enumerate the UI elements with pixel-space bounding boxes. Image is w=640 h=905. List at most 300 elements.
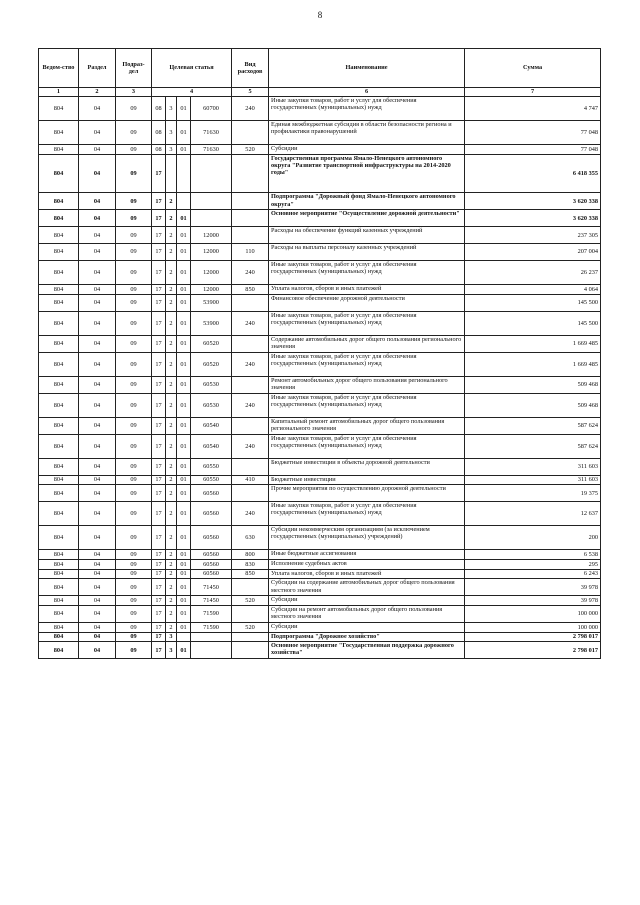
cell-target-direction: 60550 [191, 475, 232, 485]
cell-target-program: 17 [152, 352, 166, 376]
cell-target-direction: 71630 [191, 145, 232, 155]
cell-target-program: 17 [152, 622, 166, 632]
cell-target-direction: 71590 [191, 605, 232, 622]
table-row [39, 569, 601, 579]
cell-target-activity: 01 [177, 458, 191, 475]
cell-target-subprogram: 2 [166, 210, 177, 227]
table-row [39, 622, 601, 632]
cell-target-subprogram: 3 [166, 145, 177, 155]
cell-target-direction: 71450 [191, 579, 232, 596]
cell-target-subprogram: 2 [166, 502, 177, 526]
cell-target-program: 17 [152, 434, 166, 458]
column-number: 6 [269, 88, 465, 97]
cell-name: Уплата налогов, сборов и иных платежей [269, 285, 465, 295]
cell-target-direction: 71450 [191, 596, 232, 606]
cell-target-activity: 01 [177, 260, 191, 284]
cell-sum: 3 620 338 [465, 193, 601, 210]
cell-name: Основное мероприятие "Осуществление дорожной деятельности" [269, 210, 465, 227]
cell-target-program: 17 [152, 193, 166, 210]
cell-name: Субсидии [269, 596, 465, 606]
cell-target-activity: 01 [177, 145, 191, 155]
cell-target-program: 17 [152, 311, 166, 335]
column-number: 4 [152, 88, 232, 97]
cell-target-program: 17 [152, 560, 166, 570]
cell-expense-type [232, 417, 269, 434]
cell-target-program: 17 [152, 260, 166, 284]
cell-subsection: 09 [116, 285, 152, 295]
cell-sum: 77 048 [465, 145, 601, 155]
cell-subsection: 09 [116, 642, 152, 659]
cell-department: 804 [39, 458, 79, 475]
cell-target-subprogram: 2 [166, 605, 177, 622]
cell-sum: 145 500 [465, 294, 601, 311]
cell-section: 04 [79, 632, 116, 642]
cell-department: 804 [39, 154, 79, 193]
cell-expense-type: 240 [232, 502, 269, 526]
cell-subsection: 09 [116, 417, 152, 434]
column-number: 7 [465, 88, 601, 97]
cell-target-activity: 01 [177, 560, 191, 570]
cell-subsection: 09 [116, 458, 152, 475]
cell-target-program: 17 [152, 502, 166, 526]
cell-sum: 6 418 355 [465, 154, 601, 193]
cell-sum: 237 305 [465, 227, 601, 244]
cell-name: Подпрограмма "Дорожный фонд Ямало-Ненецкого автономного округа" [269, 193, 465, 210]
cell-target-program: 17 [152, 642, 166, 659]
cell-target-program: 17 [152, 244, 166, 261]
cell-section: 04 [79, 458, 116, 475]
cell-subsection: 09 [116, 569, 152, 579]
cell-expense-type [232, 335, 269, 352]
cell-target-subprogram: 2 [166, 376, 177, 393]
cell-name: Исполнение судебных актов [269, 560, 465, 570]
table-row [39, 352, 601, 376]
table-row [39, 642, 601, 659]
cell-name: Иные закупки товаров, работ и услуг для обеспечения государственных (муниципальных) нужд [269, 502, 465, 526]
page-number: 8 [317, 10, 323, 20]
cell-target-subprogram: 2 [166, 227, 177, 244]
table-row [39, 632, 601, 642]
cell-name: Уплата налогов, сборов и иных платежей [269, 569, 465, 579]
cell-section: 04 [79, 622, 116, 632]
cell-expense-type [232, 579, 269, 596]
cell-expense-type [232, 227, 269, 244]
cell-subsection: 09 [116, 502, 152, 526]
cell-target-program: 17 [152, 393, 166, 417]
cell-expense-type [232, 485, 269, 502]
cell-target-activity: 01 [177, 596, 191, 606]
cell-target-subprogram [166, 154, 177, 193]
column-number: 2 [79, 88, 116, 97]
cell-expense-type [232, 121, 269, 145]
table-row [39, 434, 601, 458]
cell-target-direction: 60560 [191, 550, 232, 560]
table-row [39, 502, 601, 526]
cell-expense-type: 800 [232, 550, 269, 560]
column-number: 5 [232, 88, 269, 97]
cell-department: 804 [39, 502, 79, 526]
cell-department: 804 [39, 244, 79, 261]
cell-expense-type: 240 [232, 260, 269, 284]
table-row [39, 596, 601, 606]
cell-target-program: 17 [152, 458, 166, 475]
cell-department: 804 [39, 569, 79, 579]
cell-section: 04 [79, 244, 116, 261]
cell-sum: 4 747 [465, 97, 601, 121]
cell-expense-type: 410 [232, 475, 269, 485]
cell-target-program: 17 [152, 550, 166, 560]
cell-sum: 26 237 [465, 260, 601, 284]
cell-name: Иные закупки товаров, работ и услуг для обеспечения государственных (муниципальных) нужд [269, 97, 465, 121]
cell-target-activity: 01 [177, 210, 191, 227]
cell-subsection: 09 [116, 596, 152, 606]
cell-department: 804 [39, 434, 79, 458]
cell-sum: 39 978 [465, 596, 601, 606]
cell-section: 04 [79, 560, 116, 570]
cell-target-subprogram: 2 [166, 434, 177, 458]
cell-subsection: 09 [116, 376, 152, 393]
cell-sum: 6 243 [465, 569, 601, 579]
cell-target-program: 17 [152, 417, 166, 434]
cell-target-direction: 12000 [191, 285, 232, 295]
cell-section: 04 [79, 434, 116, 458]
cell-name: Государственная программа Ямало-Ненецкого автономного округа "Развитие транспортной инфраструктуры на 2014-2020 годы" [269, 154, 465, 193]
cell-expense-type [232, 605, 269, 622]
cell-subsection: 09 [116, 244, 152, 261]
cell-department: 804 [39, 622, 79, 632]
cell-expense-type [232, 376, 269, 393]
cell-section: 04 [79, 121, 116, 145]
cell-target-direction [191, 210, 232, 227]
cell-sum: 1 669 485 [465, 335, 601, 352]
cell-target-subprogram: 3 [166, 632, 177, 642]
cell-subsection: 09 [116, 526, 152, 550]
cell-name: Субсидии некоммерческим организациям (за исключением государственных (муниципальных) учреждений) [269, 526, 465, 550]
cell-department: 804 [39, 210, 79, 227]
cell-target-program: 17 [152, 210, 166, 227]
cell-target-subprogram: 2 [166, 526, 177, 550]
cell-target-subprogram: 2 [166, 193, 177, 210]
cell-target-activity: 01 [177, 526, 191, 550]
cell-expense-type: 520 [232, 622, 269, 632]
cell-target-direction: 60530 [191, 376, 232, 393]
cell-sum: 145 500 [465, 311, 601, 335]
cell-target-subprogram: 2 [166, 550, 177, 560]
cell-target-activity: 01 [177, 434, 191, 458]
cell-target-subprogram: 2 [166, 475, 177, 485]
table-body [39, 97, 601, 659]
cell-target-program: 17 [152, 294, 166, 311]
cell-sum: 509 468 [465, 376, 601, 393]
cell-target-program: 17 [152, 285, 166, 295]
cell-name: Иные закупки товаров, работ и услуг для обеспечения государственных (муниципальных) нужд [269, 393, 465, 417]
table-row [39, 210, 601, 227]
cell-department: 804 [39, 335, 79, 352]
cell-sum: 19 375 [465, 485, 601, 502]
cell-subsection: 09 [116, 632, 152, 642]
cell-target-direction: 12000 [191, 260, 232, 284]
cell-subsection: 09 [116, 579, 152, 596]
table-row [39, 458, 601, 475]
cell-target-program: 17 [152, 485, 166, 502]
header-ved: Ведом-ство [39, 49, 79, 88]
cell-department: 804 [39, 311, 79, 335]
cell-target-program: 17 [152, 579, 166, 596]
cell-sum: 100 000 [465, 605, 601, 622]
cell-target-activity: 01 [177, 642, 191, 659]
cell-target-program: 17 [152, 335, 166, 352]
cell-target-program: 17 [152, 227, 166, 244]
cell-target-activity: 01 [177, 294, 191, 311]
table-row [39, 311, 601, 335]
cell-department: 804 [39, 145, 79, 155]
cell-target-direction: 53900 [191, 294, 232, 311]
cell-sum: 311 603 [465, 475, 601, 485]
cell-name: Подпрограмма "Дорожное хозяйство" [269, 632, 465, 642]
cell-target-direction: 60560 [191, 560, 232, 570]
cell-sum: 207 004 [465, 244, 601, 261]
column-number-row [39, 88, 601, 97]
cell-target-activity: 01 [177, 121, 191, 145]
cell-name: Субсидии на ремонт автомобильных дорог общего пользования местного значения [269, 605, 465, 622]
cell-target-subprogram: 2 [166, 569, 177, 579]
cell-target-program: 08 [152, 97, 166, 121]
cell-name: Финансовое обеспечение дорожной деятельности [269, 294, 465, 311]
cell-target-direction [191, 642, 232, 659]
cell-expense-type: 630 [232, 526, 269, 550]
cell-name: Бюджетные инвестиции в объекты дорожной деятельности [269, 458, 465, 475]
cell-department: 804 [39, 526, 79, 550]
cell-section: 04 [79, 417, 116, 434]
table-row [39, 485, 601, 502]
cell-section: 04 [79, 227, 116, 244]
cell-target-activity: 01 [177, 475, 191, 485]
cell-section: 04 [79, 376, 116, 393]
cell-target-direction: 71590 [191, 622, 232, 632]
cell-department: 804 [39, 560, 79, 570]
cell-expense-type: 240 [232, 393, 269, 417]
cell-department: 804 [39, 376, 79, 393]
header-podrazdel: Подраз-дел [116, 49, 152, 88]
cell-name: Бюджетные инвестиции [269, 475, 465, 485]
cell-section: 04 [79, 605, 116, 622]
cell-target-activity: 01 [177, 550, 191, 560]
cell-department: 804 [39, 632, 79, 642]
cell-target-activity: 01 [177, 311, 191, 335]
table-row [39, 154, 601, 193]
cell-target-activity: 01 [177, 244, 191, 261]
cell-subsection: 09 [116, 352, 152, 376]
cell-department: 804 [39, 596, 79, 606]
cell-target-direction: 60560 [191, 569, 232, 579]
cell-target-activity [177, 154, 191, 193]
cell-department: 804 [39, 393, 79, 417]
cell-target-program: 17 [152, 475, 166, 485]
cell-subsection: 09 [116, 475, 152, 485]
cell-name: Капитальный ремонт автомобильных дорог общего пользования регионального значения [269, 417, 465, 434]
table-row [39, 526, 601, 550]
cell-expense-type: 110 [232, 244, 269, 261]
cell-subsection: 09 [116, 193, 152, 210]
cell-expense-type: 850 [232, 285, 269, 295]
cell-subsection: 09 [116, 227, 152, 244]
cell-target-direction: 60520 [191, 335, 232, 352]
table-row [39, 260, 601, 284]
cell-subsection: 09 [116, 622, 152, 632]
cell-section: 04 [79, 596, 116, 606]
cell-target-subprogram: 2 [166, 285, 177, 295]
cell-department: 804 [39, 642, 79, 659]
cell-target-subprogram: 2 [166, 260, 177, 284]
cell-target-activity: 01 [177, 335, 191, 352]
cell-target-activity: 01 [177, 605, 191, 622]
cell-target-program: 08 [152, 145, 166, 155]
cell-subsection: 09 [116, 335, 152, 352]
cell-target-activity: 01 [177, 579, 191, 596]
cell-target-program: 17 [152, 632, 166, 642]
cell-target-program: 17 [152, 376, 166, 393]
table-row [39, 244, 601, 261]
cell-sum: 200 [465, 526, 601, 550]
cell-name: Иные закупки товаров, работ и услуг для обеспечения государственных (муниципальных) нужд [269, 352, 465, 376]
cell-section: 04 [79, 311, 116, 335]
cell-target-direction: 60540 [191, 417, 232, 434]
table-row [39, 475, 601, 485]
cell-target-direction: 60700 [191, 97, 232, 121]
cell-department: 804 [39, 605, 79, 622]
table-row [39, 550, 601, 560]
cell-target-subprogram: 2 [166, 294, 177, 311]
cell-expense-type: 240 [232, 97, 269, 121]
cell-expense-type [232, 154, 269, 193]
table-row [39, 393, 601, 417]
table-row [39, 97, 601, 121]
cell-expense-type [232, 642, 269, 659]
cell-department: 804 [39, 260, 79, 284]
cell-target-activity: 01 [177, 376, 191, 393]
cell-department: 804 [39, 294, 79, 311]
header-razdel: Раздел [79, 49, 116, 88]
cell-target-direction [191, 154, 232, 193]
cell-name: Содержание автомобильных дорог общего пользования регионального значения [269, 335, 465, 352]
cell-target-subprogram: 2 [166, 244, 177, 261]
cell-section: 04 [79, 294, 116, 311]
cell-sum: 2 798 017 [465, 642, 601, 659]
cell-name: Иные закупки товаров, работ и услуг для обеспечения государственных (муниципальных) нужд [269, 434, 465, 458]
cell-section: 04 [79, 475, 116, 485]
cell-target-subprogram: 2 [166, 352, 177, 376]
cell-target-direction: 60530 [191, 393, 232, 417]
cell-section: 04 [79, 145, 116, 155]
cell-target-subprogram: 2 [166, 560, 177, 570]
cell-target-activity: 01 [177, 352, 191, 376]
cell-expense-type [232, 632, 269, 642]
cell-subsection: 09 [116, 145, 152, 155]
cell-target-subprogram: 2 [166, 311, 177, 335]
cell-subsection: 09 [116, 260, 152, 284]
cell-sum: 39 978 [465, 579, 601, 596]
cell-name: Субсидии [269, 622, 465, 632]
cell-subsection: 09 [116, 560, 152, 570]
cell-section: 04 [79, 260, 116, 284]
cell-expense-type [232, 210, 269, 227]
cell-subsection: 09 [116, 605, 152, 622]
column-number: 3 [116, 88, 152, 97]
cell-section: 04 [79, 154, 116, 193]
cell-target-program: 17 [152, 526, 166, 550]
cell-target-subprogram: 3 [166, 121, 177, 145]
cell-target-activity [177, 193, 191, 210]
cell-target-activity [177, 632, 191, 642]
cell-name: Расходы на обеспечение функций казенных учреждений [269, 227, 465, 244]
cell-name: Ремонт автомобильных дорог общего пользования регионального значения [269, 376, 465, 393]
cell-target-direction: 12000 [191, 244, 232, 261]
cell-target-subprogram: 2 [166, 596, 177, 606]
cell-expense-type: 850 [232, 569, 269, 579]
cell-name: Субсидии [269, 145, 465, 155]
cell-target-activity: 01 [177, 502, 191, 526]
cell-target-subprogram: 2 [166, 417, 177, 434]
cell-target-direction: 60560 [191, 485, 232, 502]
cell-section: 04 [79, 579, 116, 596]
cell-section: 04 [79, 335, 116, 352]
cell-expense-type: 830 [232, 560, 269, 570]
cell-target-activity: 01 [177, 97, 191, 121]
cell-name: Иные закупки товаров, работ и услуг для обеспечения государственных (муниципальных) нужд [269, 311, 465, 335]
cell-subsection: 09 [116, 550, 152, 560]
table-row [39, 335, 601, 352]
cell-section: 04 [79, 210, 116, 227]
cell-subsection: 09 [116, 294, 152, 311]
table-row [39, 145, 601, 155]
cell-expense-type: 240 [232, 352, 269, 376]
cell-target-program: 08 [152, 121, 166, 145]
cell-name: Единая межбюджетная субсидия в области безопасности региона и профилактики правонарушений [269, 121, 465, 145]
header-name: Наименование [269, 49, 465, 88]
cell-target-activity: 01 [177, 393, 191, 417]
cell-sum: 311 603 [465, 458, 601, 475]
cell-section: 04 [79, 550, 116, 560]
cell-target-program: 17 [152, 605, 166, 622]
cell-sum: 77 048 [465, 121, 601, 145]
cell-expense-type [232, 193, 269, 210]
cell-target-program: 17 [152, 154, 166, 193]
cell-department: 804 [39, 285, 79, 295]
cell-expense-type: 520 [232, 145, 269, 155]
cell-department: 804 [39, 550, 79, 560]
cell-target-direction: 60520 [191, 352, 232, 376]
cell-name: Иные закупки товаров, работ и услуг для обеспечения государственных (муниципальных) нужд [269, 260, 465, 284]
cell-department: 804 [39, 121, 79, 145]
column-number: 1 [39, 88, 79, 97]
cell-expense-type: 520 [232, 596, 269, 606]
cell-sum: 509 468 [465, 393, 601, 417]
cell-sum: 4 064 [465, 285, 601, 295]
cell-section: 04 [79, 193, 116, 210]
cell-target-subprogram: 2 [166, 485, 177, 502]
cell-name: Прочие мероприятия по осуществлению дорожной деятельности [269, 485, 465, 502]
cell-department: 804 [39, 352, 79, 376]
cell-subsection: 09 [116, 97, 152, 121]
cell-name: Расходы на выплаты персоналу казенных учреждений [269, 244, 465, 261]
header-expense-type: Вид расходов [232, 49, 269, 88]
cell-target-subprogram: 3 [166, 642, 177, 659]
cell-name: Основное мероприятие "Государственная поддержка дорожного хозяйства" [269, 642, 465, 659]
cell-target-subprogram: 2 [166, 335, 177, 352]
cell-subsection: 09 [116, 210, 152, 227]
header-sum: Сумма [465, 49, 601, 88]
cell-target-subprogram: 2 [166, 458, 177, 475]
